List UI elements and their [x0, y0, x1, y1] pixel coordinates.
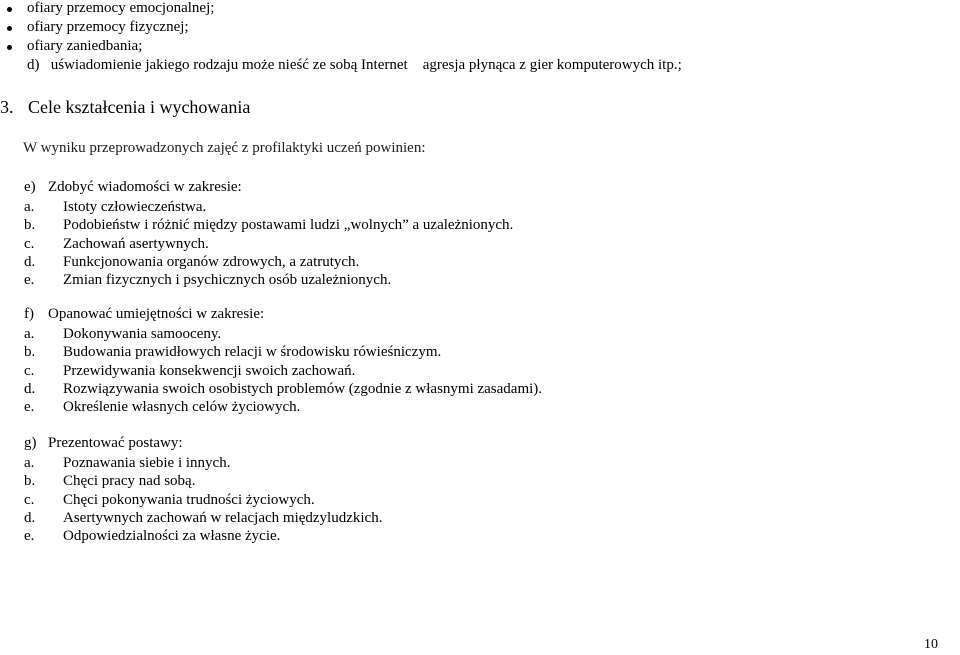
section-f: [24, 305, 924, 416]
section-marker: e): [24, 179, 36, 195]
section-marker: f): [24, 306, 34, 322]
intro-paragraph: W wyniku przeprowadzonych zajęć z profilaktyki uczeń powinien:: [23, 140, 426, 156]
list-item-text: Odpowiedzialności za własne życie.: [63, 528, 281, 545]
list-marker: e.: [24, 399, 35, 416]
section-heading: [0, 96, 250, 118]
list-item-text: Asertywnych zachowań w relacjach międzyludzkich.: [63, 509, 383, 526]
list-item-text: Przewidywania konsekwencji swoich zachowań.: [63, 362, 356, 379]
bullet-list: [0, 0, 940, 57]
list-marker: d.: [24, 509, 36, 526]
list-marker: e.: [24, 528, 35, 545]
list-marker: d.: [24, 253, 36, 270]
bullet-icon: [7, 45, 12, 50]
heading-number: 3.: [0, 97, 14, 117]
list-item: [24, 509, 924, 527]
list-marker: c.: [24, 362, 35, 379]
list-item: [24, 271, 924, 289]
list-item-text: Istoty człowieczeństwa.: [63, 199, 207, 215]
list-item-text: Podobieństw i różnić między postawami ludzi „wolnych” a uzależnionych.: [63, 217, 514, 234]
list-item-text: Dokonywania samooceny.: [63, 326, 222, 342]
list-marker: b.: [24, 344, 36, 361]
list-item: [24, 216, 924, 234]
bullet-icon: [7, 26, 12, 31]
list-marker: c.: [24, 491, 35, 508]
list-item-text: Chęci pracy nad sobą.: [63, 473, 196, 490]
list-marker: b.: [24, 473, 36, 490]
section-title: [24, 434, 924, 454]
bullet-item: [0, 38, 940, 57]
bullet-text: ofiary przemocy fizycznej;: [27, 19, 189, 35]
list-marker: a.: [24, 326, 35, 342]
list-item: [24, 235, 924, 253]
list-marker: c.: [24, 235, 35, 252]
list-item: [24, 380, 924, 398]
bullet-text: ofiary zaniedbania;: [27, 38, 143, 54]
heading-text: Cele kształcenia i wychowania: [28, 97, 251, 117]
section-marker: g): [24, 435, 37, 451]
list-item-text: Określenie własnych celów życiowych.: [63, 399, 301, 416]
list-marker: b.: [24, 217, 36, 234]
list-marker: d): [27, 57, 40, 73]
list-marker: d.: [24, 380, 36, 397]
list-item-text: Rozwiązywania swoich osobistych problemów (zgodnie z własnymi zasadami).: [63, 380, 543, 397]
list-item: [24, 362, 924, 380]
section-title-text: Zdobyć wiadomości w zakresie:: [48, 179, 242, 195]
list-item-d: [27, 57, 682, 74]
sub-list: [24, 198, 924, 289]
section-title-text: Prezentować postawy:: [48, 435, 183, 451]
list-item: [24, 253, 924, 271]
page-number: 10: [924, 637, 938, 652]
sub-list: [24, 325, 924, 416]
list-marker: a.: [24, 199, 35, 215]
section-title: [24, 178, 924, 198]
list-item: [24, 472, 924, 490]
section-g: [24, 434, 924, 545]
list-item-text: Poznawania siebie i innych.: [63, 455, 231, 471]
bullet-text: ofiary przemocy emocjonalnej;: [27, 0, 215, 16]
bullet-item: [0, 19, 940, 38]
list-item-text: Funkcjonowania organów zdrowych, a zatrutych.: [63, 253, 360, 270]
list-item: [24, 325, 924, 343]
section-e: [24, 178, 924, 289]
list-item-text: uświadomienie jakiego rodzaju może nieść ze sobą Internet agresja płynąca z gier komputerowych itp.;: [50, 57, 682, 73]
list-item: [24, 343, 924, 361]
sub-list: [24, 454, 924, 545]
bullet-item: [0, 0, 940, 19]
list-marker: e.: [24, 272, 35, 289]
section-title-text: Opanować umiejętności w zakresie:: [48, 306, 265, 322]
list-item-text: Chęci pokonywania trudności życiowych.: [63, 491, 315, 508]
section-title: [24, 305, 924, 325]
list-item: [24, 491, 924, 509]
list-item: [24, 454, 924, 472]
list-item-text: Zmian fizycznych i psychicznych osób uzależnionych.: [63, 272, 392, 289]
bullet-icon: [7, 7, 12, 12]
list-item: [24, 527, 924, 545]
list-item-text: Budowania prawidłowych relacji w środowisku rówieśniczym.: [63, 344, 442, 361]
list-marker: a.: [24, 455, 35, 471]
list-item: [24, 398, 924, 416]
list-item: [24, 198, 924, 216]
list-item-text: Zachowań asertywnych.: [63, 235, 209, 252]
